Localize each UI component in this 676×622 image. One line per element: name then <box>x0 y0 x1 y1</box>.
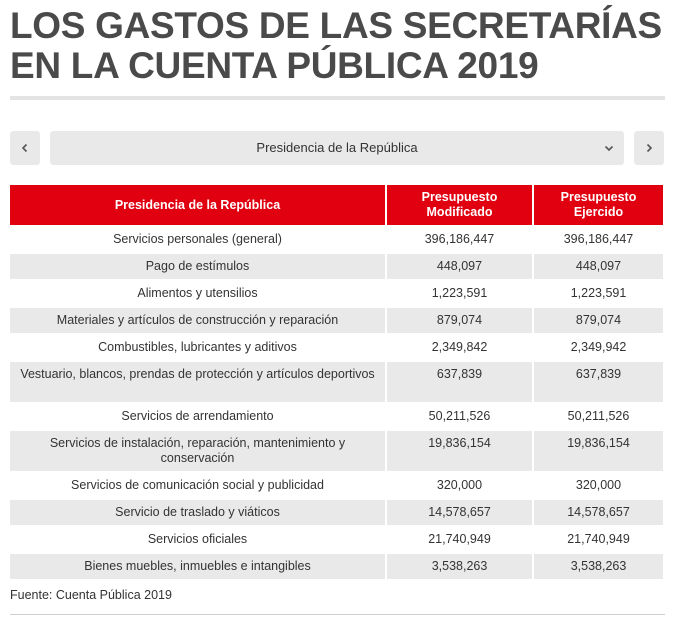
ejercido-cell: 3,538,263 <box>534 552 663 579</box>
expenses-table <box>10 185 663 579</box>
table-header-row <box>10 185 663 225</box>
modificado-cell: 448,097 <box>387 252 534 279</box>
modificado-cell: 396,186,447 <box>387 225 534 252</box>
modificado-cell: 637,839 <box>387 360 534 402</box>
table-row <box>10 279 663 306</box>
modificado-cell: 3,538,263 <box>387 552 534 579</box>
concept-cell: Bienes muebles, inmuebles e intangibles <box>10 552 387 579</box>
ejercido-cell: 396,186,447 <box>534 225 663 252</box>
concept-cell: Combustibles, lubricantes y aditivos <box>10 333 387 360</box>
concept-cell: Alimentos y utensilios <box>10 279 387 306</box>
concept-cell: Servicio de traslado y viáticos <box>10 498 387 525</box>
table-row <box>10 333 663 360</box>
ejercido-cell: 50,211,526 <box>534 402 663 429</box>
source-note: Fuente: Cuenta Pública 2019 <box>10 588 172 602</box>
chevron-left-icon <box>20 143 30 153</box>
modificado-cell: 21,740,949 <box>387 525 534 552</box>
table-row <box>10 498 663 525</box>
concept-cell: Servicios oficiales <box>10 525 387 552</box>
title-divider <box>10 96 665 100</box>
ejercido-cell: 2,349,942 <box>534 333 663 360</box>
table-row <box>10 429 663 471</box>
concept-cell: Servicios personales (general) <box>10 225 387 252</box>
table-row <box>10 402 663 429</box>
column-header-concept: Presidencia de la República <box>10 185 387 225</box>
modificado-cell: 50,211,526 <box>387 402 534 429</box>
next-button[interactable] <box>634 131 664 165</box>
column-header-modificado: Presupuesto Modificado <box>387 185 534 225</box>
concept-cell: Pago de estímulos <box>10 252 387 279</box>
table-row <box>10 471 663 498</box>
modificado-cell: 14,578,657 <box>387 498 534 525</box>
modificado-cell: 320,000 <box>387 471 534 498</box>
concept-cell: Vestuario, blancos, prendas de protección y artículos deportivos <box>10 360 387 402</box>
table-row <box>10 525 663 552</box>
ejercido-cell: 879,074 <box>534 306 663 333</box>
table-row <box>10 252 663 279</box>
column-header-ejercido: Presupuesto Ejercido <box>534 185 663 225</box>
ejercido-cell: 19,836,154 <box>534 429 663 471</box>
concept-cell: Servicios de comunicación social y publicidad <box>10 471 387 498</box>
table-row <box>10 306 663 333</box>
chevron-right-icon <box>644 143 654 153</box>
page-title: LOS GASTOS DE LAS SECRETARÍAS EN LA CUENTA PÚBLICA 2019 <box>10 5 662 86</box>
modificado-cell: 2,349,842 <box>387 333 534 360</box>
concept-cell: Servicios de arrendamiento <box>10 402 387 429</box>
chevron-down-icon <box>604 143 614 153</box>
ejercido-cell: 1,223,591 <box>534 279 663 306</box>
concept-cell: Servicios de instalación, reparación, mantenimiento y conservación <box>10 429 387 471</box>
concept-cell: Materiales y artículos de construcción y reparación <box>10 306 387 333</box>
ejercido-cell: 21,740,949 <box>534 525 663 552</box>
ejercido-cell: 320,000 <box>534 471 663 498</box>
ejercido-cell: 14,578,657 <box>534 498 663 525</box>
modificado-cell: 19,836,154 <box>387 429 534 471</box>
ejercido-cell: 448,097 <box>534 252 663 279</box>
table-row <box>10 552 663 579</box>
previous-button[interactable] <box>10 131 40 165</box>
secretaria-select[interactable] <box>50 131 624 165</box>
bottom-divider <box>10 614 665 615</box>
ejercido-cell: 637,839 <box>534 360 663 402</box>
modificado-cell: 1,223,591 <box>387 279 534 306</box>
table-row <box>10 225 663 252</box>
modificado-cell: 879,074 <box>387 306 534 333</box>
select-value: Presidencia de la República <box>256 140 418 155</box>
table-row <box>10 360 663 402</box>
